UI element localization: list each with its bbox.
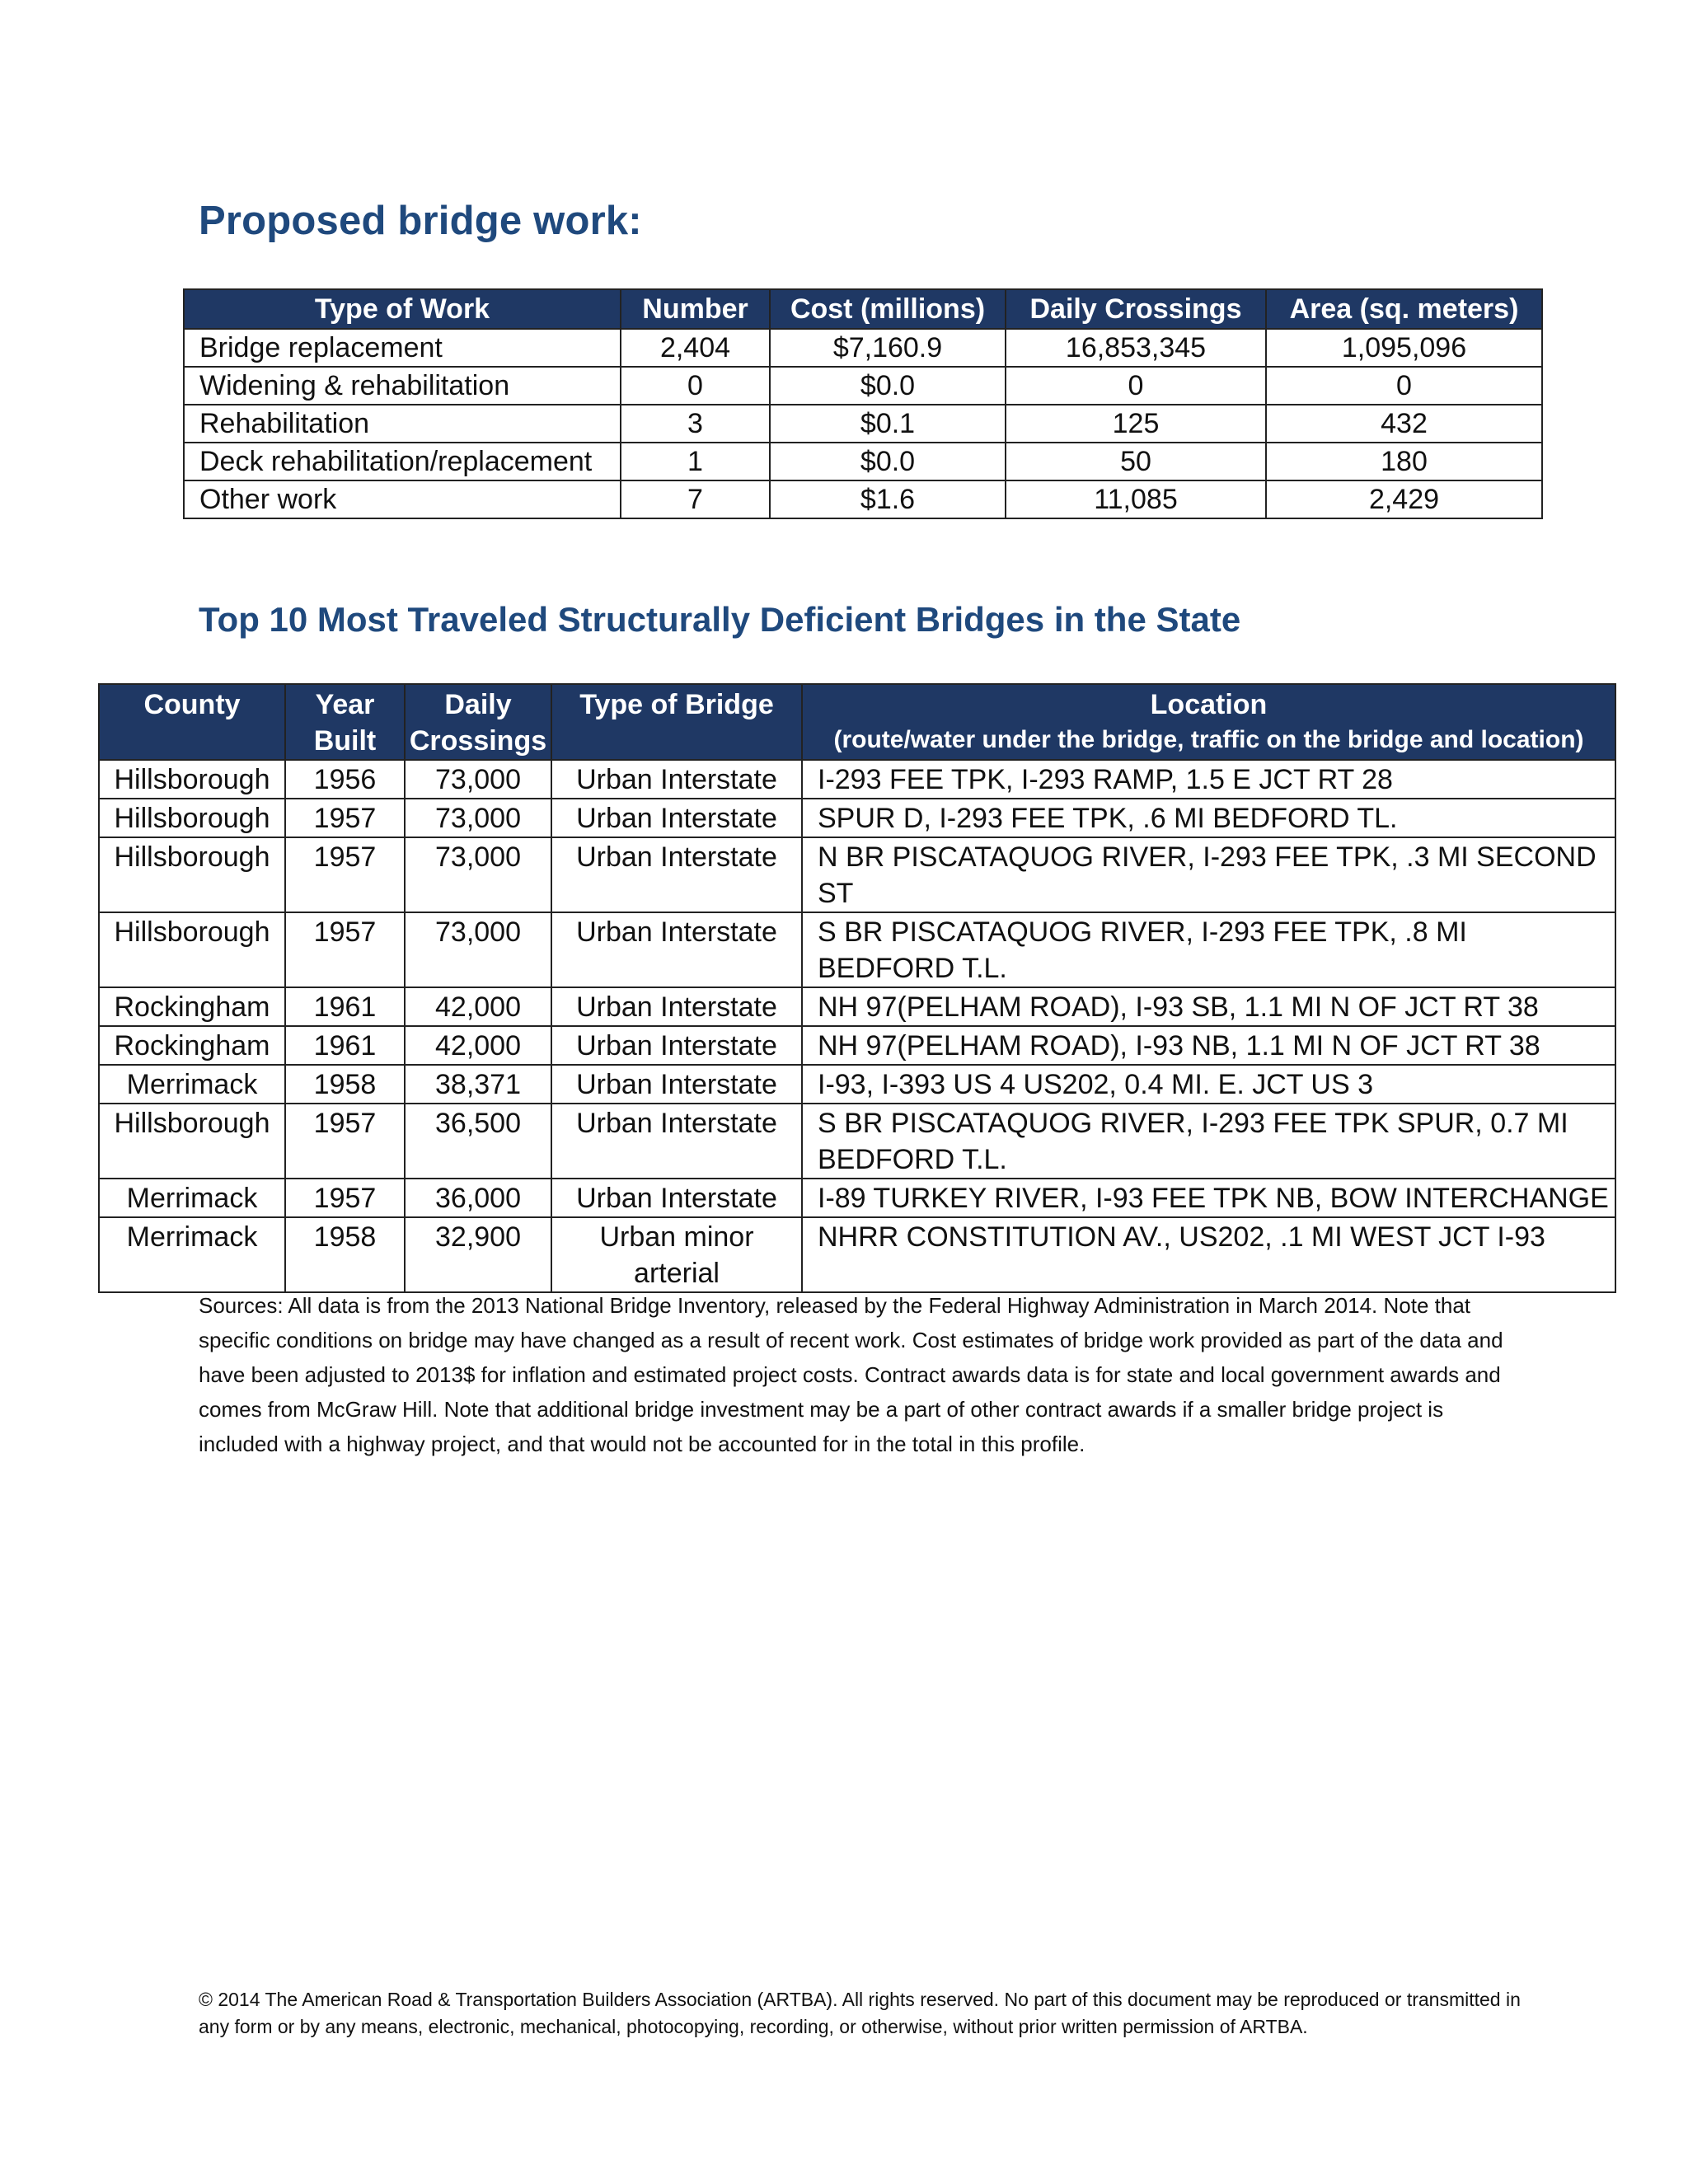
bridge-type-cell: Urban Interstate	[551, 987, 802, 1026]
work-type-cell: Deck rehabilitation/replacement	[184, 443, 621, 480]
area-cell: 0	[1266, 367, 1542, 405]
column-header-type-of-bridge: Type of Bridge	[551, 684, 802, 760]
column-header-daily-crossings	[405, 684, 551, 760]
year-built-cell: 1961	[285, 1026, 405, 1065]
table-row	[99, 912, 1615, 987]
county-cell: Hillsborough	[99, 837, 285, 912]
daily-crossings-cell: 16,853,345	[1006, 329, 1266, 367]
column-header-daily-crossings: Daily Crossings	[1006, 289, 1266, 329]
year-header-line2: Built	[313, 725, 377, 757]
table-row	[99, 1217, 1615, 1292]
work-type-cell: Other work	[184, 480, 621, 518]
daily-crossings-cell: 36,000	[405, 1179, 551, 1217]
column-header-location	[802, 684, 1615, 760]
location-header-subtitle: (route/water under the bridge, traffic on the bridge and location)	[833, 726, 1584, 753]
table-row	[184, 480, 1542, 518]
proposed-work-title: Proposed bridge work:	[199, 199, 642, 243]
year-built-cell: 1956	[285, 760, 405, 799]
year-built-cell: 1958	[285, 1217, 405, 1292]
daily-crossings-cell: 125	[1006, 405, 1266, 443]
year-built-cell: 1957	[285, 1104, 405, 1179]
column-header-type-of-work: Type of Work	[184, 289, 621, 329]
table-row	[99, 799, 1615, 837]
county-cell: Merrimack	[99, 1179, 285, 1217]
area-cell: 180	[1266, 443, 1542, 480]
location-cell: NH 97(PELHAM ROAD), I-93 NB, 1.1 MI N OF JCT RT 38	[802, 1026, 1615, 1065]
cost-cell: $0.0	[770, 367, 1006, 405]
table-row	[184, 443, 1542, 480]
daily-crossings-cell: 32,900	[405, 1217, 551, 1292]
daily-crossings-cell: 38,371	[405, 1065, 551, 1104]
number-cell: 0	[621, 367, 770, 405]
work-type-cell: Bridge replacement	[184, 329, 621, 367]
county-cell: Hillsborough	[99, 912, 285, 987]
daily-crossings-cell: 42,000	[405, 987, 551, 1026]
location-cell: NHRR CONSTITUTION AV., US202, .1 MI WEST JCT I-93	[802, 1217, 1615, 1292]
county-cell: Rockingham	[99, 1026, 285, 1065]
table-row	[99, 1026, 1615, 1065]
bridge-type-cell: Urban Interstate	[551, 1065, 802, 1104]
table-row	[184, 367, 1542, 405]
table-header-row	[184, 289, 1542, 329]
table-row	[99, 1065, 1615, 1104]
work-type-cell: Rehabilitation	[184, 405, 621, 443]
table-row	[99, 1179, 1615, 1217]
column-header-area: Area (sq. meters)	[1266, 289, 1542, 329]
daily-crossings-cell: 50	[1006, 443, 1266, 480]
table-header-row	[99, 684, 1615, 760]
daily-crossings-cell: 36,500	[405, 1104, 551, 1179]
county-cell: Merrimack	[99, 1217, 285, 1292]
daily-crossings-cell: 73,000	[405, 912, 551, 987]
year-header-line1: Year	[315, 689, 375, 720]
column-header-cost: Cost (millions)	[770, 289, 1006, 329]
table-row	[99, 987, 1615, 1026]
county-cell: Hillsborough	[99, 1104, 285, 1179]
location-cell: I-293 FEE TPK, I-293 RAMP, 1.5 E JCT RT 28	[802, 760, 1615, 799]
column-header-county: County	[99, 684, 285, 760]
location-cell: SPUR D, I-293 FEE TPK, .6 MI BEDFORD TL.	[802, 799, 1615, 837]
bridge-type-cell: Urban Interstate	[551, 1026, 802, 1065]
bridge-type-cell: Urban Interstate	[551, 1104, 802, 1179]
proposed-work-table	[183, 288, 1543, 519]
daily-crossings-cell: 0	[1006, 367, 1266, 405]
table-row	[184, 329, 1542, 367]
year-built-cell: 1957	[285, 1179, 405, 1217]
cost-cell: $0.1	[770, 405, 1006, 443]
cost-cell: $1.6	[770, 480, 1006, 518]
county-cell: Merrimack	[99, 1065, 285, 1104]
cost-cell: $7,160.9	[770, 329, 1006, 367]
year-built-cell: 1958	[285, 1065, 405, 1104]
cost-cell: $0.0	[770, 443, 1006, 480]
year-built-cell: 1957	[285, 799, 405, 837]
daily-crossings-cell: 73,000	[405, 799, 551, 837]
county-cell: Hillsborough	[99, 799, 285, 837]
deficient-bridges-table	[98, 683, 1616, 1293]
location-cell: NH 97(PELHAM ROAD), I-93 SB, 1.1 MI N OF JCT RT 38	[802, 987, 1615, 1026]
sources-note: Sources: All data is from the 2013 National Bridge Inventory, released by the Federal Highway Administration in March 2014. Note that specific conditions on bridge may have changed as a result of recent work. Cost estimates of bridge work provided as part of the data and have been adjusted to 2013$ for inflation and estimated project costs. Contract awards data is for state and local government awards and comes from McGraw Hill. Note that additional bridge investment may be a part of other contract awards if a smaller bridge project is included with a highway project, and that would not be accounted for in the total in this profile.	[199, 1293, 1503, 1456]
year-built-cell: 1957	[285, 837, 405, 912]
work-type-cell: Widening & rehabilitation	[184, 367, 621, 405]
area-cell: 1,095,096	[1266, 329, 1542, 367]
table-row	[184, 405, 1542, 443]
number-cell: 1	[621, 443, 770, 480]
bridge-type-cell: Urban minor arterial	[551, 1217, 802, 1292]
location-cell: N BR PISCATAQUOG RIVER, I-293 FEE TPK, .3 MI SECOND ST	[802, 837, 1615, 912]
county-cell: Rockingham	[99, 987, 285, 1026]
number-cell: 2,404	[621, 329, 770, 367]
year-built-cell: 1961	[285, 987, 405, 1026]
column-header-number: Number	[621, 289, 770, 329]
location-cell: S BR PISCATAQUOG RIVER, I-293 FEE TPK, .8 MI BEDFORD T.L.	[802, 912, 1615, 987]
daily-crossings-cell: 42,000	[405, 1026, 551, 1065]
location-header: Location	[1150, 689, 1268, 720]
column-header-year-built	[285, 684, 405, 760]
table-row	[99, 837, 1615, 912]
bridge-type-cell: Urban Interstate	[551, 1179, 802, 1217]
bridge-type-cell: Urban Interstate	[551, 912, 802, 987]
deficient-bridges-title: Top 10 Most Traveled Structurally Deficient Bridges in the State	[199, 600, 1241, 639]
county-cell: Hillsborough	[99, 760, 285, 799]
daily-crossings-cell: 73,000	[405, 837, 551, 912]
daily-header-line2: Crossings	[409, 725, 547, 757]
area-cell: 2,429	[1266, 480, 1542, 518]
location-cell: I-89 TURKEY RIVER, I-93 FEE TPK NB, BOW INTERCHANGE	[802, 1179, 1615, 1217]
table-row	[99, 1104, 1615, 1179]
copyright-notice: © 2014 The American Road & Transportation Builders Association (ARTBA). All rights reserved. No part of this document may be reproduced or transmitted in any form or by any means, electronic, mechanical, photocopying, recording, or otherwise, without prior written permission of ARTBA.	[199, 1989, 1521, 2037]
location-cell: S BR PISCATAQUOG RIVER, I-293 FEE TPK SPUR, 0.7 MI BEDFORD T.L.	[802, 1104, 1615, 1179]
daily-crossings-cell: 73,000	[405, 760, 551, 799]
daily-header-line1: Daily	[444, 689, 512, 720]
year-built-cell: 1957	[285, 912, 405, 987]
bridge-type-cell: Urban Interstate	[551, 760, 802, 799]
number-cell: 7	[621, 480, 770, 518]
area-cell: 432	[1266, 405, 1542, 443]
daily-crossings-cell: 11,085	[1006, 480, 1266, 518]
bridge-type-cell: Urban Interstate	[551, 837, 802, 912]
bridge-type-cell: Urban Interstate	[551, 799, 802, 837]
number-cell: 3	[621, 405, 770, 443]
table-row	[99, 760, 1615, 799]
location-cell: I-93, I-393 US 4 US202, 0.4 MI. E. JCT US 3	[802, 1065, 1615, 1104]
